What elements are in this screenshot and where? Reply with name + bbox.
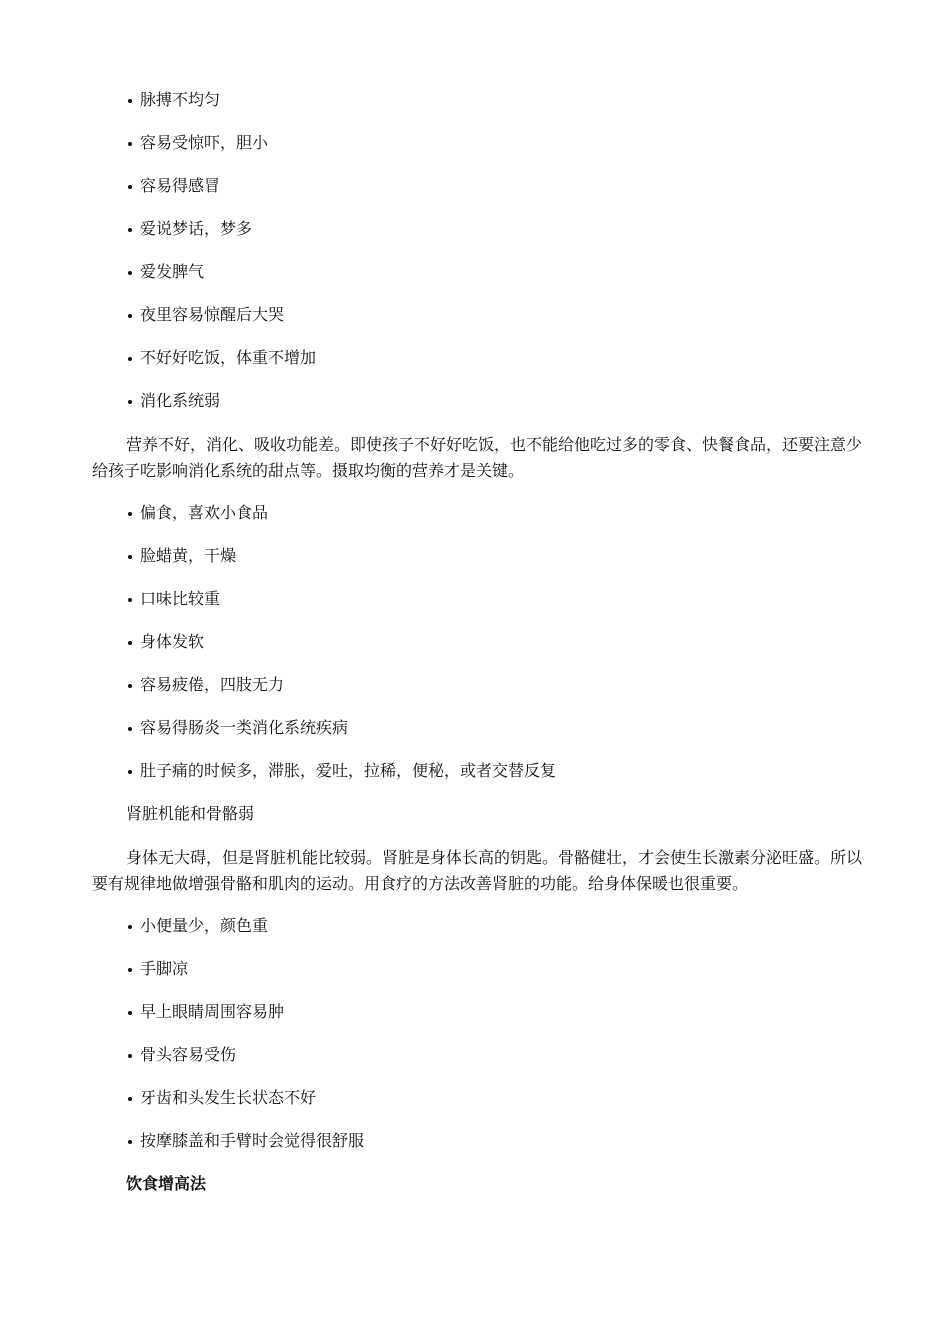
list-item: 夜里容易惊醒后大哭 bbox=[128, 303, 862, 327]
bullet-icon bbox=[128, 185, 132, 189]
list-item: 脉搏不均匀 bbox=[128, 88, 862, 112]
symptom-list-2 bbox=[92, 501, 862, 783]
bullet-icon bbox=[128, 357, 132, 361]
list-item: 手脚凉 bbox=[128, 957, 862, 981]
list-item: 身体发软 bbox=[128, 630, 862, 654]
bullet-icon bbox=[128, 400, 132, 404]
bullet-icon bbox=[128, 968, 132, 972]
list-item: 偏食，喜欢小食品 bbox=[128, 501, 862, 525]
list-item: 爱说梦话，梦多 bbox=[128, 217, 862, 241]
bullet-icon bbox=[128, 598, 132, 602]
bullet-icon bbox=[128, 727, 132, 731]
list-item: 牙齿和头发生长状态不好 bbox=[128, 1086, 862, 1110]
list-item: 容易得感冒 bbox=[128, 174, 862, 198]
bullet-icon bbox=[128, 142, 132, 146]
list-item: 容易得肠炎一类消化系统疾病 bbox=[128, 716, 862, 740]
list-item: 爱发脾气 bbox=[128, 260, 862, 284]
bullet-icon bbox=[128, 770, 132, 774]
bullet-icon bbox=[128, 314, 132, 318]
list-item: 口味比较重 bbox=[128, 587, 862, 611]
bullet-icon bbox=[128, 684, 132, 688]
list-item: 早上眼睛周围容易肿 bbox=[128, 1000, 862, 1024]
bullet-icon bbox=[128, 925, 132, 929]
section-heading-diet: 饮食增高法 bbox=[126, 1174, 207, 1193]
list-item: 小便量少，颜色重 bbox=[128, 914, 862, 938]
bullet-icon bbox=[128, 555, 132, 559]
bullet-icon bbox=[128, 271, 132, 275]
symptom-list-1 bbox=[92, 88, 862, 413]
paragraph-nutrition: 营养不好，消化、吸收功能差。即使孩子不好好吃饭，也不能给他吃过多的零食、快餐食品，还要注意少给孩子吃影响消化系统的甜点等。摄取均衡的营养才是关键。 bbox=[92, 435, 863, 480]
list-item: 脸蜡黄，干燥 bbox=[128, 544, 862, 568]
list-item: 不好好吃饭，体重不增加 bbox=[128, 346, 862, 370]
bullet-icon bbox=[128, 99, 132, 103]
bullet-icon bbox=[128, 1097, 132, 1101]
list-item: 容易疲倦，四肢无力 bbox=[128, 673, 862, 697]
list-item: 骨头容易受伤 bbox=[128, 1043, 862, 1067]
section-heading-kidney: 肾脏机能和骨骼弱 bbox=[126, 804, 255, 823]
bullet-icon bbox=[128, 1054, 132, 1058]
bullet-icon bbox=[128, 228, 132, 232]
bullet-icon bbox=[128, 512, 132, 516]
paragraph-kidney: 身体无大碍，但是肾脏机能比较弱。肾脏是身体长高的钥匙。骨骼健壮，才会使生长激素分泌旺盛。所以要有规律地做增强骨骼和肌肉的运动。用食疗的方法改善肾脏的功能。给身体保暖也很重要。 bbox=[92, 848, 863, 893]
document-page bbox=[92, 88, 862, 1215]
list-item: 按摩膝盖和手臂时会觉得很舒服 bbox=[128, 1129, 862, 1153]
list-item: 容易受惊吓，胆小 bbox=[128, 131, 862, 155]
list-item: 消化系统弱 bbox=[128, 389, 862, 413]
bullet-icon bbox=[128, 1140, 132, 1144]
bullet-icon bbox=[128, 641, 132, 645]
symptom-list-3 bbox=[92, 914, 862, 1153]
list-item: 肚子痛的时候多，滞胀，爱吐，拉稀，便秘，或者交替反复 bbox=[128, 759, 862, 783]
bullet-icon bbox=[128, 1011, 132, 1015]
